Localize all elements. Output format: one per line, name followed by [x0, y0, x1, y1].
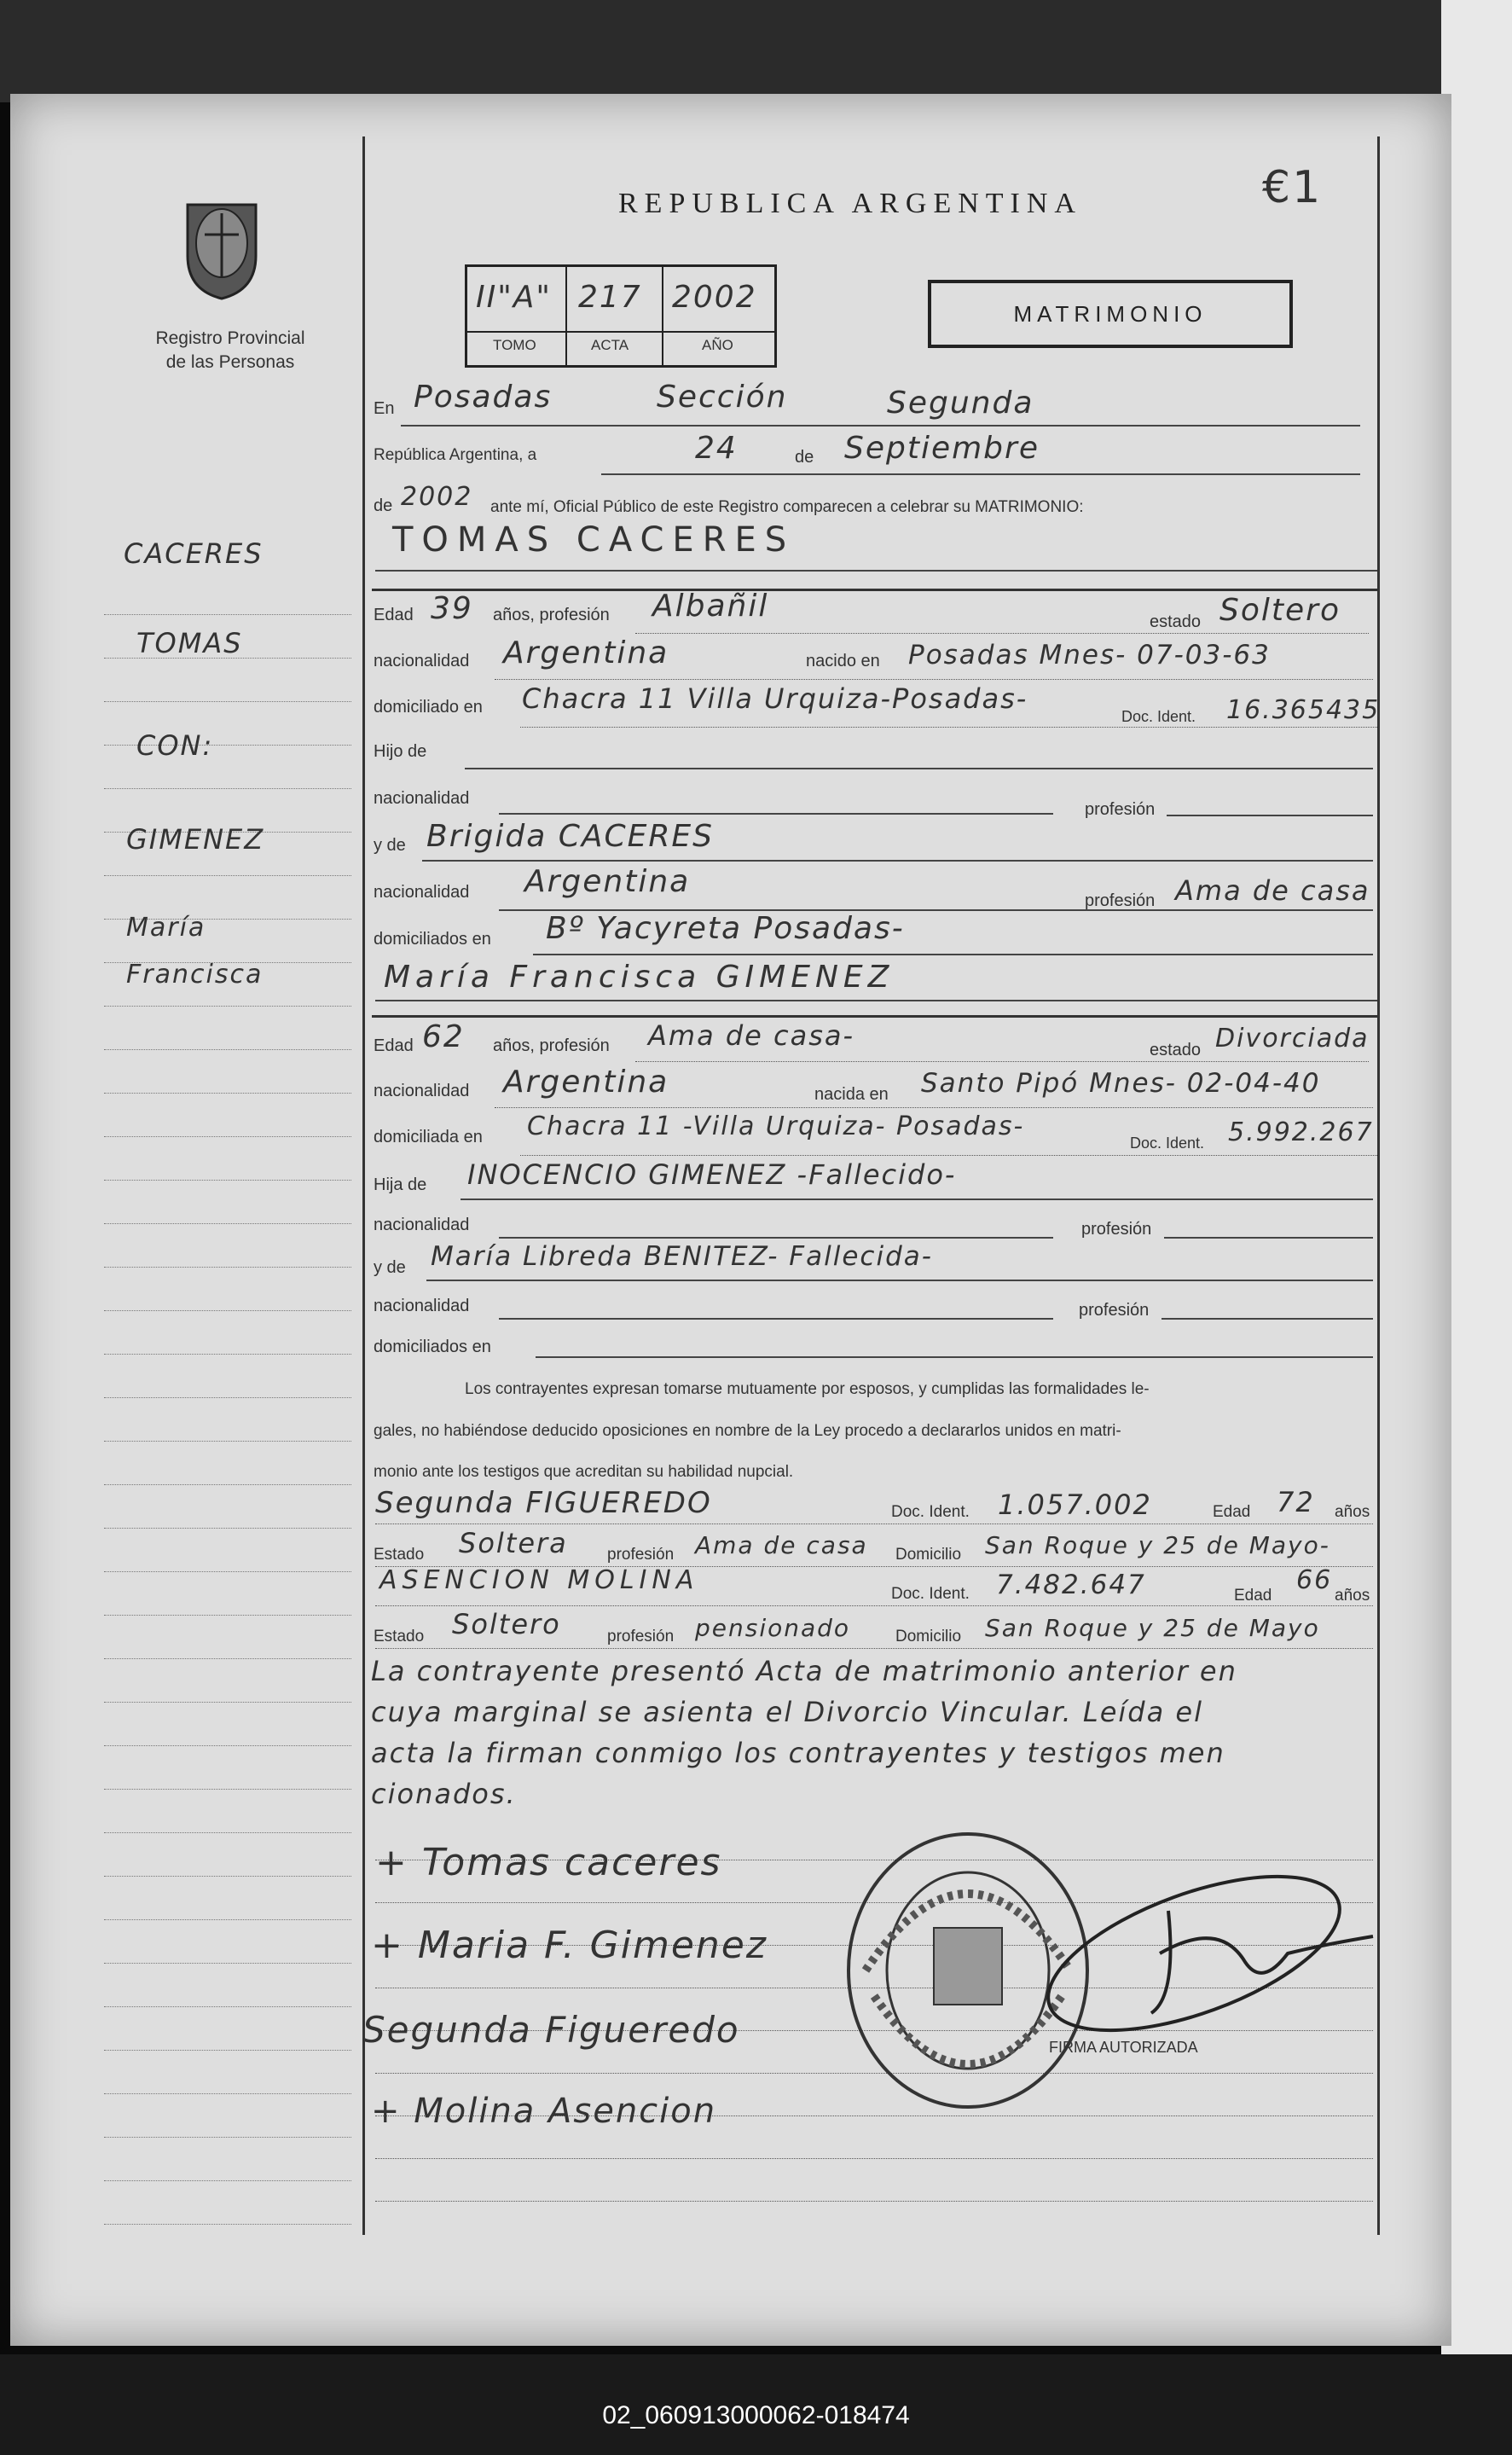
witness2-profession: pensionado	[695, 1614, 851, 1642]
body-line	[375, 2158, 1373, 2159]
margin-line	[104, 1789, 351, 1790]
label-de: de	[795, 448, 814, 467]
note-line3: acta la firman conmigo los contrayentes y testigos men	[371, 1737, 1225, 1769]
label-de2: de	[374, 496, 393, 515]
margin-line	[104, 1397, 351, 1398]
seccion: Sección	[657, 380, 788, 415]
margin-francisca: Francisca	[126, 960, 264, 990]
bride-nationality: Argentina	[503, 1065, 669, 1100]
margin-line	[104, 1180, 351, 1181]
record-box	[465, 264, 777, 368]
label-domiciliados-en-bride: domiciliados en	[374, 1338, 491, 1356]
margin-line	[104, 1832, 351, 1833]
declaration-line3: monio ante los testigos que acreditan su habilidad nupcial.	[374, 1463, 794, 1481]
bride-status: Divorciada	[1215, 1024, 1370, 1053]
groom-status: Soltero	[1219, 593, 1341, 628]
margin-line	[104, 875, 351, 876]
label-estado-bride: estado	[1150, 1041, 1202, 1059]
label-hijo-de: Hijo de	[374, 742, 427, 761]
tomo-label: TOMO	[493, 337, 536, 353]
label-republica: República Argentina, a	[374, 446, 537, 464]
groom-birthplace: Posadas Mnes- 07-03-63	[908, 640, 1271, 670]
label-nacionalidad-padre: nacionalidad	[374, 789, 470, 808]
label-anos-profesion: años, profesión	[493, 606, 610, 624]
label-edad-w2: Edad	[1234, 1587, 1272, 1605]
margin-line	[104, 1049, 351, 1050]
anio-label: AÑO	[702, 337, 733, 353]
year: 2002	[401, 482, 473, 512]
label-nacionalidad-bride: nacionalidad	[374, 1082, 470, 1100]
label-profesion-madre-bride: profesión	[1079, 1301, 1150, 1320]
witness1-name: Segunda FIGUEREDO	[375, 1486, 712, 1520]
bride-address: Chacra 11 -Villa Urquiza- Posadas-	[527, 1111, 1025, 1141]
label-edad: Edad	[374, 606, 414, 624]
margin-line	[104, 1919, 351, 1920]
image-caption: 02_060913000062-018474	[602, 2401, 910, 2429]
stamp-authorized: FIRMA AUTORIZADA	[1049, 2039, 1198, 2056]
margin-gimenez: GIMENEZ	[126, 823, 265, 856]
label-nacionalidad: nacionalidad	[374, 652, 470, 670]
label-nacida-en: nacida en	[814, 1085, 889, 1104]
note-line4: cionados.	[371, 1778, 517, 1810]
label-anos-w1: años	[1335, 1503, 1370, 1521]
day: 24	[695, 431, 738, 466]
label-anos-w2: años	[1335, 1587, 1370, 1605]
bride-profession: Ama de casa-	[648, 1019, 855, 1052]
label-domiciliada-en: domiciliada en	[374, 1128, 483, 1146]
city: Posadas	[414, 380, 553, 415]
witness1-address: San Roque y 25 de Mayo-	[985, 1531, 1330, 1559]
margin-line	[104, 1963, 351, 1964]
bride-name: María Francisca GIMENEZ	[384, 960, 895, 995]
margin-maria: María	[126, 913, 206, 943]
margin-line	[104, 2180, 351, 2181]
bride-age: 62	[422, 1019, 465, 1054]
witness2-age: 66	[1296, 1565, 1333, 1595]
witness2-doc: 7.482.647	[996, 1570, 1146, 1600]
tomo-value: II"A"	[476, 280, 552, 315]
body-line	[375, 2201, 1373, 2202]
margin-line	[104, 1093, 351, 1094]
bride-doc: 5.992.267	[1228, 1117, 1374, 1147]
margin-line	[104, 2006, 351, 2007]
witness1-doc: 1.057.002	[998, 1489, 1152, 1521]
label-domicilio-w2: Domicilio	[895, 1628, 962, 1645]
label-nacionalidad-madre-bride: nacionalidad	[374, 1297, 470, 1315]
label-nacionalidad-madre: nacionalidad	[374, 883, 470, 902]
label-domiciliado-en: domiciliado en	[374, 698, 483, 717]
label-edad-bride: Edad	[374, 1036, 414, 1055]
margin-line	[104, 1528, 351, 1529]
margin-line	[104, 2093, 351, 2094]
bride-father: INOCENCIO GIMENEZ -Fallecido-	[467, 1158, 957, 1191]
provincial-crest-icon	[171, 192, 273, 303]
witness2-status: Soltero	[452, 1608, 561, 1640]
margin-line	[104, 1006, 351, 1007]
witness1-age: 72	[1277, 1486, 1315, 1518]
margin-line	[104, 1745, 351, 1746]
margin-con: CON:	[136, 729, 214, 762]
margin-line	[104, 1310, 351, 1311]
margin-line	[104, 1441, 351, 1442]
witness2-name: ASENCION MOLINA	[379, 1565, 699, 1595]
groom-parents-address: Bº Yacyreta Posadas-	[546, 911, 905, 946]
signature-bride: + Maria F. Gimenez	[371, 1924, 768, 1967]
record-type: MATRIMONIO	[928, 280, 1293, 348]
background-top	[0, 0, 1512, 102]
label-nacionalidad-padre-bride: nacionalidad	[374, 1216, 470, 1234]
groom-doc: 16.365435	[1226, 695, 1381, 725]
label-ante-mi: ante mí, Oficial Público de este Registro comparecen a celebrar su MATRIMONIO:	[490, 498, 1084, 516]
label-y-de: y de	[374, 836, 406, 855]
margin-line	[104, 1223, 351, 1224]
margin-line	[104, 1136, 351, 1137]
label-estado-w1: Estado	[374, 1546, 425, 1564]
note-line2: cuya marginal se asienta el Divorcio Vincular. Leída el	[371, 1696, 1203, 1728]
registry-name-line2: de las Personas	[165, 352, 295, 372]
label-doc-ident-w2: Doc. Ident.	[891, 1585, 970, 1603]
registry-name-line1: Registro Provincial	[155, 328, 305, 348]
groom-address: Chacra 11 Villa Urquiza-Posadas-	[522, 682, 1028, 715]
margin-rule	[362, 136, 365, 2235]
month: Septiembre	[844, 431, 1040, 466]
label-anos-profesion-bride: años, profesión	[493, 1036, 610, 1055]
bride-mother: María Libreda BENITEZ- Fallecida-	[431, 1241, 933, 1272]
margin-line	[104, 1267, 351, 1268]
label-estado: estado	[1150, 612, 1202, 631]
officer-signature-icon	[1032, 1868, 1390, 2039]
margin-line	[104, 701, 351, 702]
acta-label: ACTA	[591, 337, 629, 353]
margin-tomas: TOMAS	[136, 627, 243, 659]
declaration-line2: gales, no habiéndose deducido oposiciones en nombre de la Ley procedo a declararlos unidos en matri-	[374, 1422, 1121, 1440]
label-profesion-w1: profesión	[607, 1546, 675, 1564]
groom-mother: Brigida CACERES	[426, 819, 714, 854]
label-domicilio-w1: Domicilio	[895, 1546, 962, 1564]
groom-nationality: Argentina	[503, 636, 669, 670]
margin-line	[104, 788, 351, 789]
label-y-de-bride: y de	[374, 1258, 406, 1277]
groom-age: 39	[431, 591, 473, 626]
seccion-value: Segunda	[887, 386, 1034, 421]
witness1-status: Soltera	[459, 1527, 568, 1559]
page-number: €1	[1262, 162, 1323, 213]
label-doc-ident: Doc. Ident.	[1121, 708, 1196, 725]
margin-line	[104, 2224, 351, 2225]
groom-profession: Albañil	[652, 589, 769, 624]
note-line1: La contrayente presentó Acta de matrimonio anterior en	[371, 1655, 1237, 1687]
country-title: REPUBLICA ARGENTINA	[618, 188, 1082, 219]
margin-line	[104, 1702, 351, 1703]
margin-line	[104, 1354, 351, 1355]
signature-groom: + Tomas caceres	[375, 1841, 722, 1884]
label-en: En	[374, 399, 395, 418]
margin-line	[104, 614, 351, 615]
bride-birthplace: Santo Pipó Mnes- 02-04-40	[921, 1068, 1321, 1099]
witness1-profession: Ama de casa	[695, 1531, 868, 1559]
margin-line	[104, 1876, 351, 1877]
margin-line	[104, 1658, 351, 1659]
margin-caceres: CACERES	[124, 537, 264, 570]
label-estado-w2: Estado	[374, 1628, 425, 1645]
declaration-line1: Los contrayentes expresan tomarse mutuamente por esposos, y cumplidas las formalidades le-	[465, 1380, 1150, 1398]
groom-name: TOMAS CACERES	[392, 520, 796, 560]
groom-mother-profession: Ama de casa	[1175, 874, 1370, 907]
label-doc-ident-w1: Doc. Ident.	[891, 1503, 970, 1521]
acta-value: 217	[578, 280, 642, 315]
witness2-address: San Roque y 25 de Mayo	[985, 1614, 1320, 1642]
label-profesion-padre-bride: profesión	[1081, 1220, 1152, 1239]
label-domiciliados-en: domiciliados en	[374, 930, 491, 949]
background-right	[1441, 0, 1512, 2455]
signature-witness1: Segunda Figueredo	[362, 2009, 740, 2051]
margin-line	[104, 1571, 351, 1572]
margin-line	[104, 2137, 351, 2138]
label-profesion-padre: profesión	[1085, 800, 1156, 819]
label-nacido-en: nacido en	[806, 652, 880, 670]
groom-mother-nationality: Argentina	[524, 864, 691, 899]
margin-line	[104, 1615, 351, 1616]
label-doc-ident-bride: Doc. Ident.	[1130, 1135, 1205, 1152]
signature-witness2: + Molina Asencion	[371, 2092, 717, 2131]
margin-line	[104, 2050, 351, 2051]
anio-value: 2002	[672, 280, 757, 315]
label-profesion-madre: profesión	[1085, 891, 1156, 910]
margin-line	[104, 1484, 351, 1485]
label-profesion-w2: profesión	[607, 1628, 675, 1645]
label-edad-w1: Edad	[1213, 1503, 1251, 1521]
label-hija-de: Hija de	[374, 1175, 427, 1194]
